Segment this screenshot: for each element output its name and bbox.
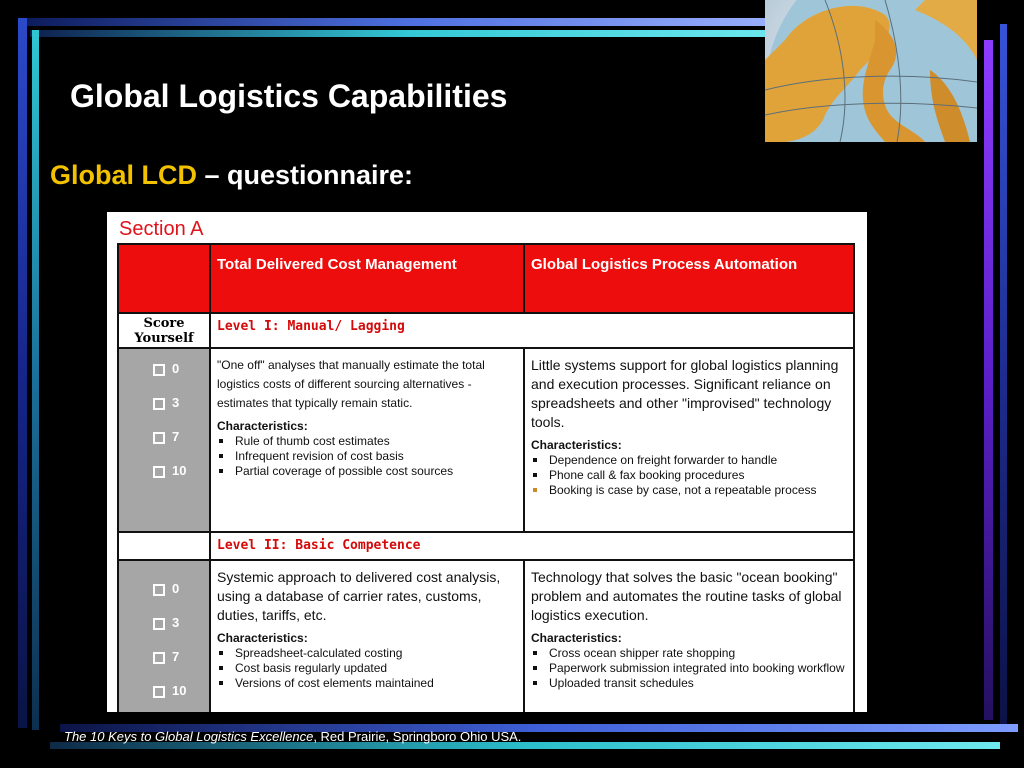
cost-description: "One off" analyses that manually estimate the total logistics costs of different sourcing alternatives - estimates that typically remain static. xyxy=(217,358,485,410)
characteristics-list xyxy=(531,646,847,691)
score-value: 7 xyxy=(172,429,180,444)
frame-bar-left-inner xyxy=(32,30,39,730)
automation-description-cell xyxy=(524,560,854,712)
checkbox-icon[interactable] xyxy=(153,364,165,376)
characteristics-heading: Characteristics: xyxy=(531,631,622,645)
list-item: Versions of cost elements maintained xyxy=(217,676,517,691)
automation-description: Little systems support for global logistics planning and execution processes. Significant reliance on spreadsheets and other "improvised" technology tools. xyxy=(531,357,839,430)
score-option[interactable] xyxy=(153,615,209,649)
frame-bar-top-inner xyxy=(30,30,790,37)
checkbox-icon[interactable] xyxy=(153,618,165,630)
level-title-row xyxy=(118,532,854,560)
checkbox-icon[interactable] xyxy=(153,584,165,596)
questionnaire-document xyxy=(107,212,867,712)
list-item: Cross ocean shipper rate shopping xyxy=(531,646,847,661)
score-value: 3 xyxy=(172,395,180,410)
list-item: Paperwork submission integrated into booking workflow xyxy=(531,661,847,676)
source-citation xyxy=(64,729,521,744)
score-value: 0 xyxy=(172,581,180,596)
score-option[interactable] xyxy=(153,581,209,615)
level-title-row xyxy=(118,313,854,348)
checkbox-icon[interactable] xyxy=(153,398,165,410)
checkbox-icon[interactable] xyxy=(153,652,165,664)
list-item: Dependence on freight forwarder to handle xyxy=(531,453,847,468)
score-options xyxy=(118,560,210,712)
cost-description-cell xyxy=(210,348,524,532)
checkbox-icon[interactable] xyxy=(153,432,165,444)
automation-description-cell xyxy=(524,348,854,532)
checkbox-icon[interactable] xyxy=(153,686,165,698)
score-option[interactable] xyxy=(153,361,209,395)
score-value: 10 xyxy=(172,683,187,698)
cost-description-cell xyxy=(210,560,524,712)
table-header-row xyxy=(118,244,854,313)
list-item: Phone call & fax booking procedures xyxy=(531,468,847,483)
list-item: Infrequent revision of cost basis xyxy=(217,449,517,464)
frame-bar-right-outer xyxy=(1000,24,1007,724)
header-blank-cell xyxy=(118,244,210,313)
list-item: Uploaded transit schedules xyxy=(531,676,847,691)
characteristics-list xyxy=(217,434,517,479)
characteristics-heading: Characteristics: xyxy=(531,438,622,452)
characteristics-heading: Characteristics: xyxy=(217,631,308,645)
score-option[interactable] xyxy=(153,463,209,497)
score-options xyxy=(118,348,210,532)
section-title: Section A xyxy=(119,218,204,240)
frame-bar-top xyxy=(18,18,798,26)
characteristics-list xyxy=(531,453,847,498)
cost-description: Systemic approach to delivered cost analysis, using a database of carrier rates, customs, duties, tariffs, etc. xyxy=(217,569,501,623)
questionnaire-table xyxy=(117,243,855,712)
level-content-row xyxy=(118,348,854,532)
column-header-cost: Total Delivered Cost Management xyxy=(210,244,524,313)
frame-bar-right xyxy=(984,40,993,720)
level-title: Level I: Manual/ Lagging xyxy=(210,313,854,348)
blank-cell xyxy=(118,532,210,560)
score-value: 3 xyxy=(172,615,180,630)
source-title: The 10 Keys to Global Logistics Excellence xyxy=(64,729,314,744)
level-content-row xyxy=(118,560,854,712)
list-item: Booking is case by case, not a repeatable process xyxy=(531,483,847,498)
score-value: 0 xyxy=(172,361,180,376)
list-item: Rule of thumb cost estimates xyxy=(217,434,517,449)
level-title: Level II: Basic Competence xyxy=(210,532,854,560)
checkbox-icon[interactable] xyxy=(153,466,165,478)
characteristics-heading: Characteristics: xyxy=(217,419,308,433)
subtitle-highlight: Global LCD xyxy=(50,160,197,190)
slide-subtitle xyxy=(50,160,413,191)
characteristics-list xyxy=(217,646,517,691)
list-item: Cost basis regularly updated xyxy=(217,661,517,676)
page-title: Global Logistics Capabilities xyxy=(70,78,508,114)
column-header-automation: Global Logistics Process Automation xyxy=(524,244,854,313)
globe-photo xyxy=(765,0,977,142)
subtitle-rest: – questionnaire: xyxy=(197,160,414,190)
list-item: Partial coverage of possible cost sources xyxy=(217,464,517,479)
score-yourself-label xyxy=(118,313,210,348)
source-details: , Red Prairie, Springboro Ohio USA. xyxy=(313,729,522,744)
score-value: 7 xyxy=(172,649,180,664)
score-option[interactable] xyxy=(153,649,209,683)
score-option[interactable] xyxy=(153,429,209,463)
list-item: Spreadsheet-calculated costing xyxy=(217,646,517,661)
frame-bar-left xyxy=(18,18,27,728)
automation-description: Technology that solves the basic "ocean booking" problem and automates the routine tasks of global logistics execution. xyxy=(531,569,842,623)
score-value: 10 xyxy=(172,463,187,478)
score-option[interactable] xyxy=(153,683,209,712)
score-label-line2: Yourself xyxy=(134,331,194,346)
score-option[interactable] xyxy=(153,395,209,429)
score-label-line1: Score xyxy=(143,316,185,331)
